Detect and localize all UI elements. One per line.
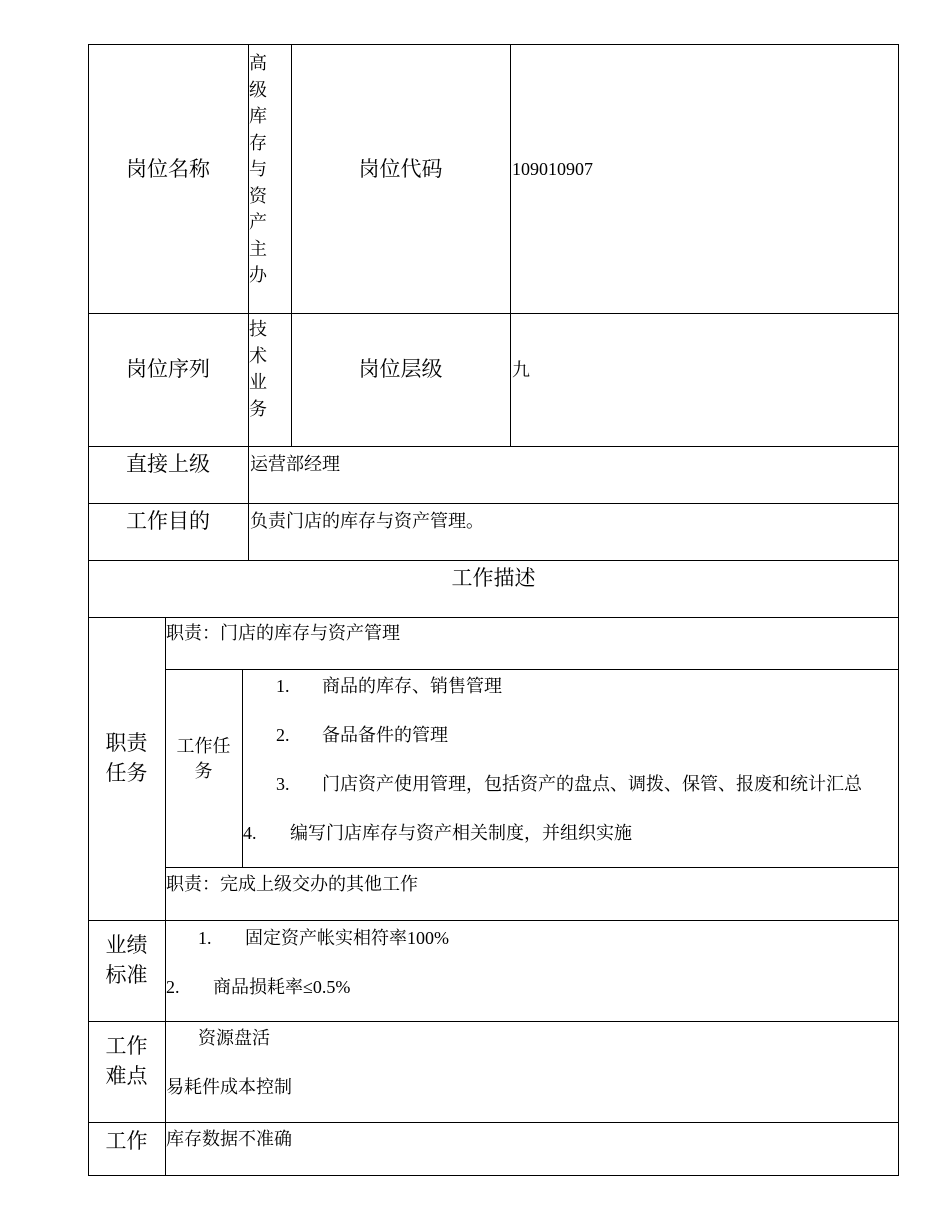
difficulty-2: 易耗件成本控制 bbox=[166, 1077, 292, 1097]
position-level-label: 岗位层级 bbox=[358, 357, 443, 381]
row-divider bbox=[88, 313, 899, 314]
task-2-text: 备品备件的管理 bbox=[322, 725, 448, 745]
tasks-label: 工作任务 bbox=[176, 736, 231, 781]
difficulty-label: 工作难点 bbox=[105, 1034, 148, 1088]
purpose-value: 负责门店的库存与资产管理。 bbox=[250, 511, 484, 531]
performance-2-number: 2. bbox=[166, 977, 180, 997]
table-border-top bbox=[88, 44, 899, 45]
col-divider bbox=[510, 44, 511, 446]
duties-label: 职责任务 bbox=[105, 731, 148, 785]
last-row-label: 工作 bbox=[105, 1129, 148, 1153]
row-divider bbox=[88, 560, 899, 561]
position-code-value: 109010907 bbox=[512, 159, 593, 179]
position-code-label: 岗位代码 bbox=[358, 157, 443, 181]
table-border-right bbox=[898, 44, 899, 1176]
row-divider bbox=[88, 446, 899, 447]
row-divider bbox=[165, 867, 899, 868]
table-border-bottom bbox=[88, 1175, 899, 1176]
row-divider bbox=[88, 1122, 899, 1123]
row-divider bbox=[88, 920, 899, 921]
position-level-value: 九 bbox=[512, 360, 530, 380]
task-1-number: 1. bbox=[276, 676, 290, 696]
task-4-number: 4. bbox=[243, 823, 257, 843]
last-row-text: 库存数据不准确 bbox=[166, 1129, 292, 1149]
supervisor-value: 运营部经理 bbox=[250, 454, 340, 474]
position-series-value: 技术业务 bbox=[249, 319, 267, 419]
task-3-number: 3. bbox=[276, 774, 290, 794]
performance-2-text: 商品损耗率≤0.5% bbox=[213, 977, 351, 997]
row-divider bbox=[88, 617, 899, 618]
col-divider bbox=[291, 44, 292, 446]
position-name-label: 岗位名称 bbox=[126, 157, 210, 181]
performance-1-text: 固定资产帐实相符率100% bbox=[245, 928, 449, 948]
performance-label: 业绩标准 bbox=[105, 933, 148, 987]
task-2-number: 2. bbox=[276, 725, 290, 745]
row-divider bbox=[165, 669, 899, 670]
position-name-value: 高级库存与资产主办 bbox=[249, 53, 267, 285]
duty-2: 职责：完成上级交办的其他工作 bbox=[166, 874, 418, 894]
difficulty-1: 资源盘活 bbox=[198, 1028, 270, 1048]
performance-1-number: 1. bbox=[198, 928, 212, 948]
supervisor-label: 直接上级 bbox=[126, 452, 210, 476]
description-header: 工作描述 bbox=[451, 566, 536, 590]
row-divider bbox=[88, 503, 899, 504]
row-divider bbox=[88, 1021, 899, 1022]
table-border-left bbox=[88, 44, 89, 1176]
duty-1: 职责：门店的库存与资产管理 bbox=[166, 623, 400, 643]
task-1-text: 商品的库存、销售管理 bbox=[322, 676, 502, 696]
task-3-text: 门店资产使用管理，包括资产的盘点、调拨、保管、报废和统计汇总 bbox=[322, 774, 862, 794]
purpose-label: 工作目的 bbox=[126, 509, 210, 533]
task-4-text: 编写门店库存与资产相关制度，并组织实施 bbox=[290, 823, 632, 843]
position-series-label: 岗位序列 bbox=[126, 357, 210, 381]
